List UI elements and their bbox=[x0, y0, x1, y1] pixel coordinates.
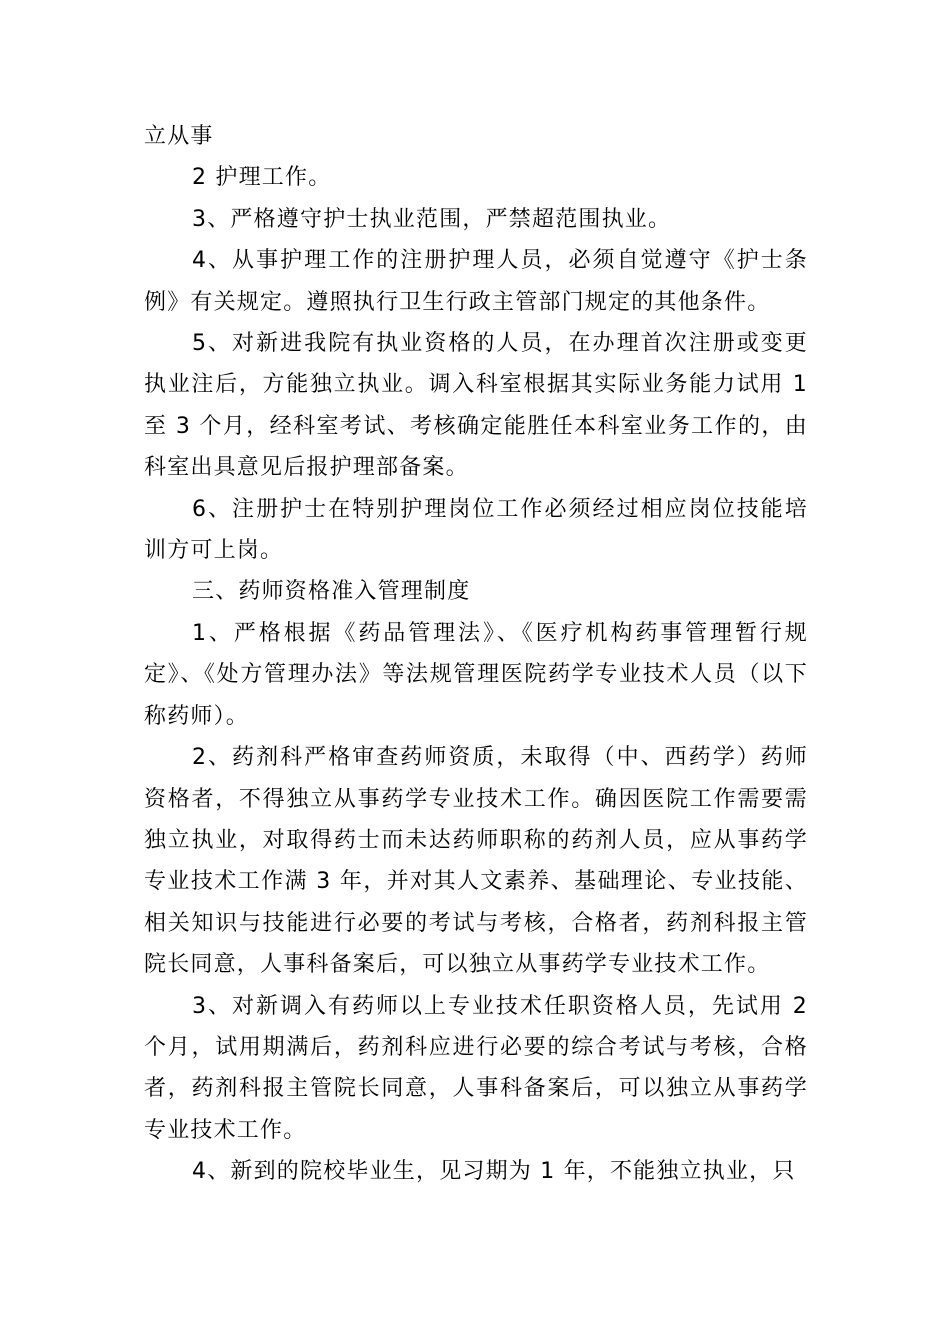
paragraph-pharmacist-3: 3、对新调入有药师以上专业技术任职资格人员，先试用 2 个月，试用期满后，药剂科应进行必要的综合考试与考核，合格者，药剂科报主管院长同意，人事科备案后，可以独立从事药学专业技术工作。 bbox=[144, 993, 808, 1143]
paragraph-pharmacist-2: 2、药剂科严格审查药师资质，未取得（中、西药学）药师资格者，不得独立从事药学专业技术工作。确因医院工作需要需独立执业，对取得药士而未达药师职称的药剂人员，应从事药学专业技术工作满 3 年，并对其人文素养、基础理论、专业技能、相关知识与技能进行必要的考试与考核，合格者，药剂科报主管院长同意，人事科备案后，可以独立从事药学专业技术工作。 bbox=[144, 745, 808, 978]
paragraph-item-4: 4、从事护理工作的注册护理人员，必须自觉遵守《护士条例》有关规定。遵照执行卫生行政主管部门规定的其他条件。 bbox=[144, 248, 808, 315]
paragraph-pharmacist-4: 4、新到的院校毕业生，见习期为 1 年，不能独立执业，只 bbox=[192, 1159, 796, 1185]
paragraph-item-2: 2 护理工作。 bbox=[192, 165, 332, 191]
paragraph-item-6: 6、注册护士在特别护理岗位工作必须经过相应岗位技能培训方可上岗。 bbox=[144, 496, 808, 564]
section-heading: 三、药师资格准入管理制度 bbox=[192, 579, 471, 605]
document-body bbox=[144, 116, 808, 1193]
paragraph-item-5: 5、对新进我院有执业资格的人员，在办理首次注册或变更执业注后，方能独立执业。调入科室根据其实际业务能力试用 1 至 3 个月，经科室考试、考核确定能胜任本科室业务工作的，由科室出具意见后报护理部备案。 bbox=[144, 331, 808, 481]
paragraph-pharmacist-1: 1、严格根据《药品管理法》、《医疗机构药事管理暂行规定》、《处方管理办法》等法规管理医院药学专业技术人员（以下称药师）。 bbox=[144, 620, 808, 729]
paragraph-continuation: 立从事 bbox=[144, 124, 214, 149]
paragraph-item-3: 3、严格遵守护士执业范围，严禁超范围执业。 bbox=[192, 206, 672, 232]
